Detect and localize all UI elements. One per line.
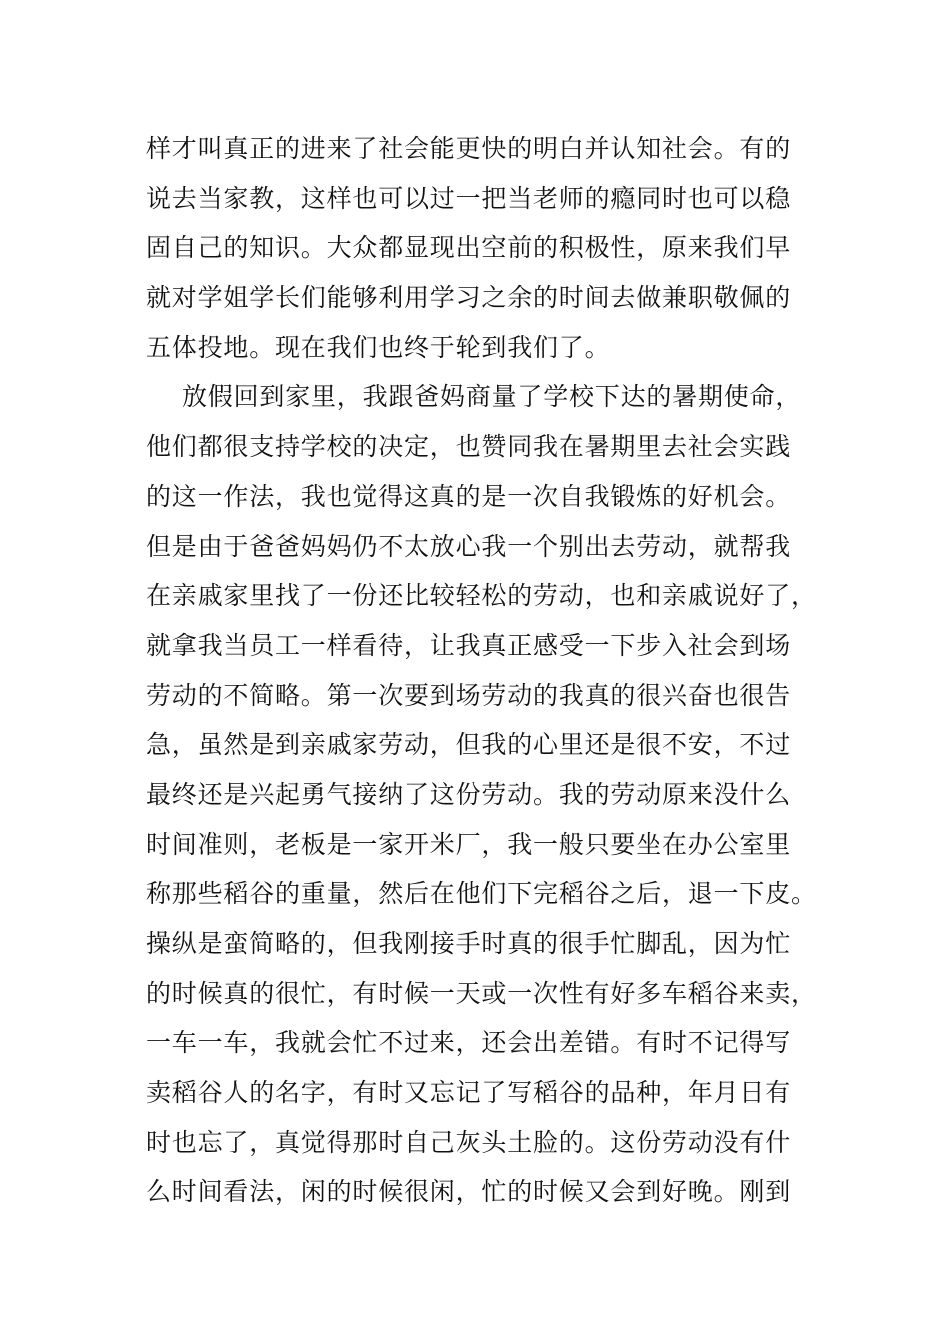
text-line: 样才叫真正的进来了社会能更快的明白并认知社会。有的 — [146, 134, 792, 163]
body-text — [146, 124, 817, 1217]
paragraph-start-line: 放假回到家里，我跟爸妈商量了学校下达的暑期使命， — [182, 382, 802, 412]
text-line: 劳动的不简略。第一次要到场劳动的我真的很兴奋也很告 — [146, 680, 792, 710]
text-line: 五体投地。现在我们也终于轮到我们了。 — [146, 332, 611, 362]
text-line: 说去当家教，这样也可以过一把当老师的瘾同时也可以稳 — [146, 183, 792, 213]
text-line: 的这一作法，我也觉得这真的是一次自我锻炼的好机会。 — [146, 481, 792, 511]
text-line: 称那些稻谷的重量，然后在他们下完稻谷之后，退一下皮。 — [146, 879, 817, 909]
text-line: 操纵是蛮简略的，但我刚接手时真的很手忙脚乱，因为忙 — [146, 929, 792, 958]
text-line: 时也忘了，真觉得那时自己灰头土脸的。这份劳动没有什 — [146, 1127, 792, 1157]
text-line: 固自己的知识。大众都显现出空前的积极性，原来我们早 — [146, 233, 792, 263]
text-line: 他们都很支持学校的决定，也赞同我在暑期里去社会实践 — [146, 432, 792, 462]
text-line: 时间准则，老板是一家开米厂，我一般只要坐在办公室里 — [146, 829, 792, 859]
text-line: 就拿我当员工一样看待，让我真正感受一下步入社会到场 — [146, 630, 792, 660]
text-line: 最终还是兴起勇气接纳了这份劳动。我的劳动原来没什么 — [146, 779, 792, 809]
text-line: 的时候真的很忙，有时候一天或一次性有好多车稻谷来卖， — [146, 978, 817, 1008]
text-line: 在亲戚家里找了一份还比较轻松的劳动，也和亲戚说好了， — [146, 581, 817, 611]
text-line: 一车一车，我就会忙不过来，还会出差错。有时不记得写 — [146, 1028, 792, 1058]
text-line: 么时间看法，闲的时候很闲，忙的时候又会到好晚。刚到 — [146, 1177, 792, 1207]
text-line: 但是由于爸爸妈妈仍不太放心我一个别出去劳动，就帮我 — [146, 531, 792, 561]
text-line: 就对学姐学长们能够利用学习之余的时间去做兼职敬佩的 — [146, 283, 792, 313]
text-line: 卖稻谷人的名字，有时又忘记了写稻谷的品种，年月日有 — [146, 1078, 792, 1108]
text-line: 急，虽然是到亲戚家劳动，但我的心里还是很不安，不过 — [146, 730, 792, 760]
